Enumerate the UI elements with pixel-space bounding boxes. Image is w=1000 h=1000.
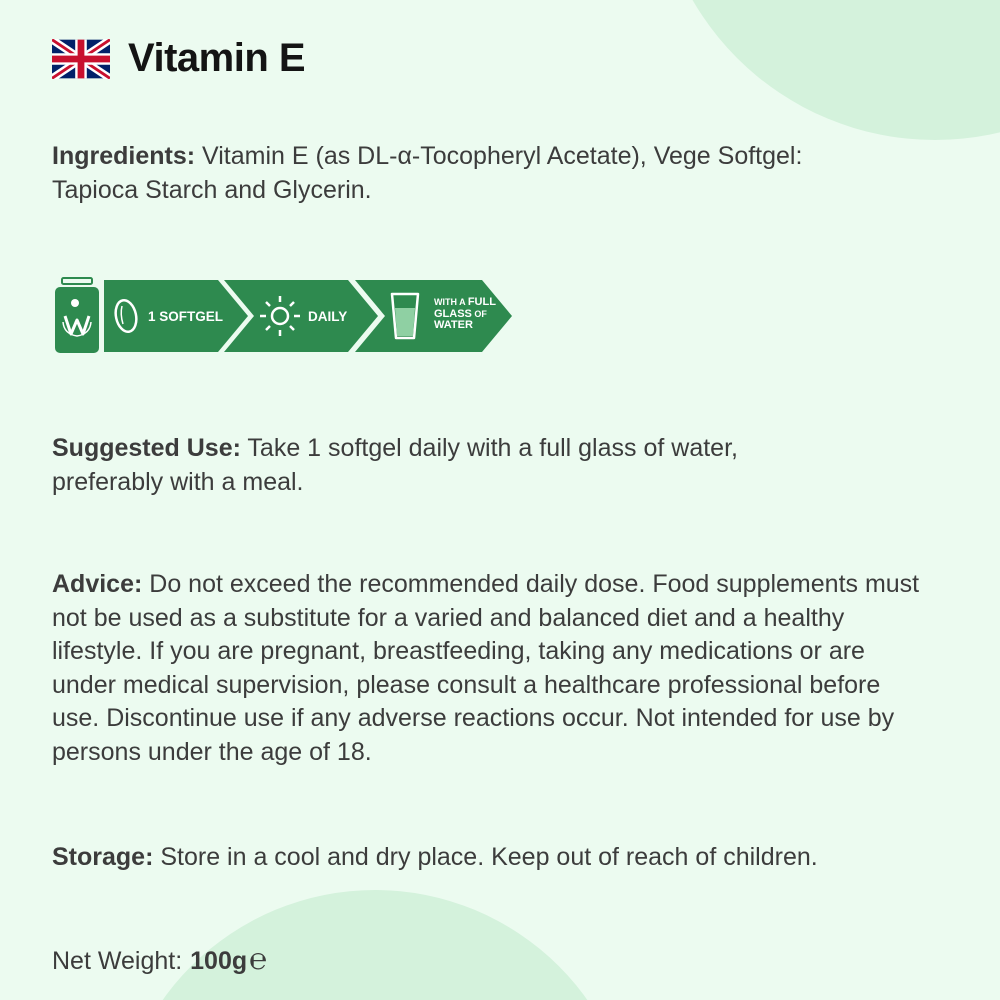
advice-text — [52, 568, 932, 769]
advice-label: Advice: — [52, 570, 143, 598]
ingredients-label: Ingredients: — [52, 142, 196, 170]
estimated-sign-icon: ℮ — [249, 942, 268, 977]
decorative-blob-top — [655, 0, 1000, 140]
ingredients-text — [52, 140, 832, 207]
page-title: Vitamin E — [128, 36, 306, 80]
step-3-label — [434, 297, 496, 332]
step-3-line-1: WITH A FULL — [434, 296, 496, 308]
storage-label: Storage: — [52, 843, 154, 871]
storage-body: Store in a cool and dry place. Keep out of reach of children. — [153, 843, 818, 871]
uk-flag-icon — [52, 39, 110, 79]
net-weight-label: Net Weight: — [52, 947, 183, 975]
header — [52, 36, 305, 81]
usage-steps-banner — [52, 276, 522, 356]
advice-body: Do not exceed the recommended daily dose. Food supplements must not be used as a substitute for a varied and balanced diet and a healthy lifestyle. If you are pregnant, breastfeeding, taking any medications or are under medical supervision, please consult a healthcare professional before use. Discontinue use if any adverse reactions occur. Not intended for use by persons under the age of 18. — [52, 570, 920, 766]
storage-text — [52, 841, 842, 875]
ingredients-body: Vitamin E (as DL-α-Tocopheryl Acetate), Vege Softgel: Tapioca Starch and Glycerin. — [52, 142, 803, 204]
step-3-line-3: WATER — [434, 319, 473, 331]
step-1-label: 1 SOFTGEL — [148, 309, 224, 324]
net-weight — [52, 943, 932, 979]
suggested-use-text — [52, 432, 842, 499]
bottle-logo-icon — [54, 278, 100, 354]
suggested-use-label: Suggested Use: — [52, 434, 241, 462]
step-3-line-2: GLASS OF — [434, 307, 487, 320]
step-2-label: DAILY — [308, 309, 348, 324]
net-weight-value: 100g — [190, 947, 248, 975]
suggested-use-body: Take 1 softgel daily with a full glass of water, preferably with a meal. — [52, 434, 738, 496]
